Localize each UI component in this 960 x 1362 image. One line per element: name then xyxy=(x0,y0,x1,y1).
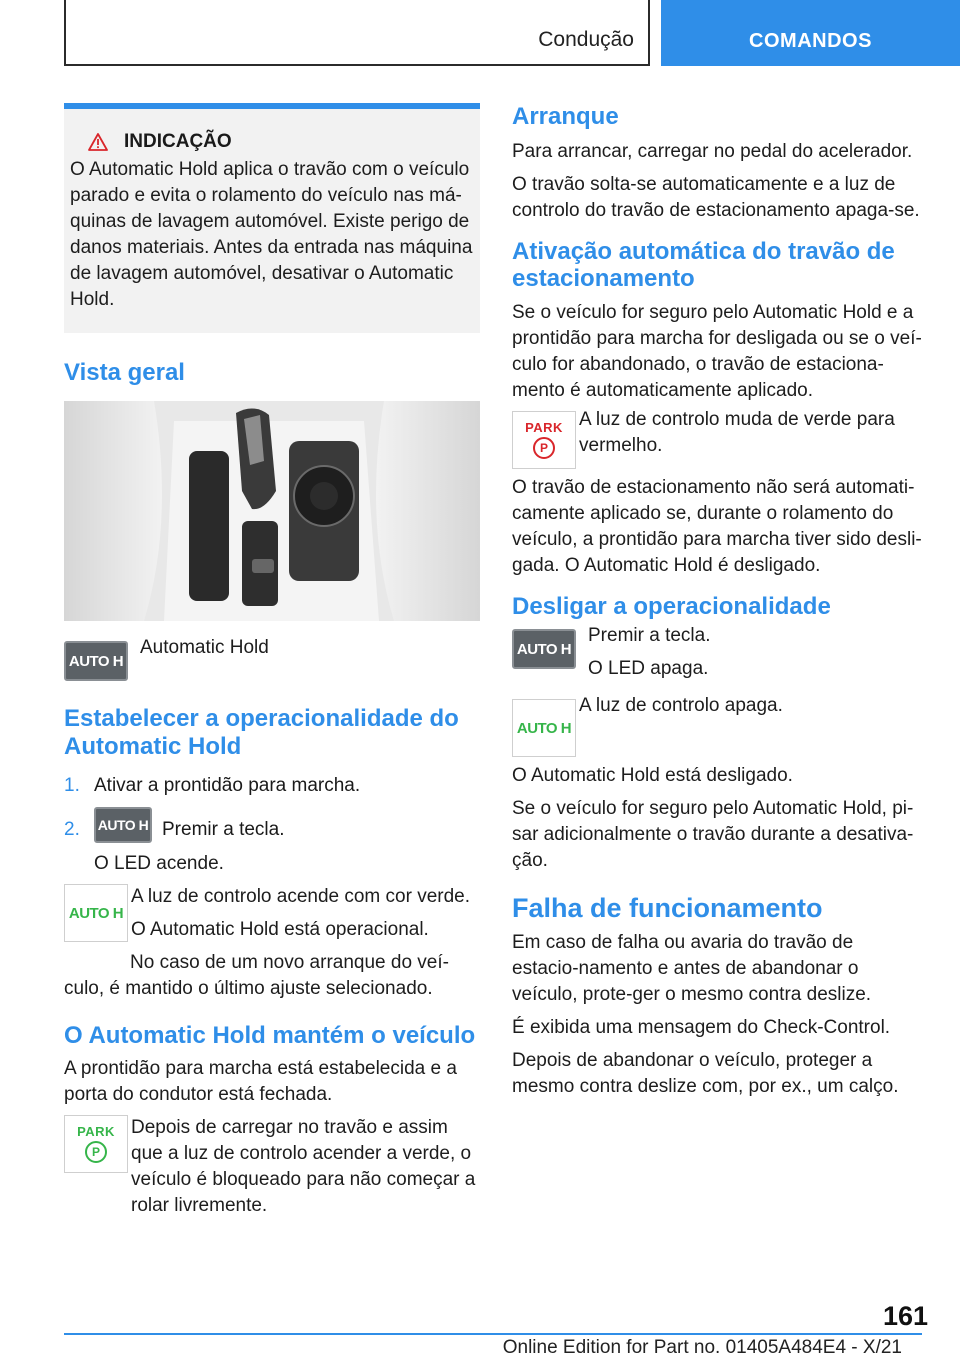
deactivate-press-text: Premir a tecla. xyxy=(588,625,711,646)
deactivate-p1: O Automatic Hold está desligado. xyxy=(512,765,793,786)
auto-park-icon-text: A luz de controlo muda de verde para vermelho. xyxy=(579,409,895,456)
left-column xyxy=(64,103,480,1226)
step-1-number: 1. xyxy=(64,775,80,796)
auto-hold-caption-row xyxy=(64,637,480,681)
step-1-text: Ativar a prontidão para marcha. xyxy=(94,775,361,796)
page-number: 161 xyxy=(883,1301,929,1331)
park-label: PARK xyxy=(77,1124,115,1139)
step-2-number: 2. xyxy=(64,819,80,840)
deactivate-p2: Se o veículo for seguro pelo Automatic Hold, pi-sar adicionalmente o travão durante a desativa-ção. xyxy=(512,798,914,871)
operational-text: O Automatic Hold está operacional. xyxy=(131,919,429,940)
center-console-photo xyxy=(64,401,480,621)
auto-hold-caption: Automatic Hold xyxy=(140,637,269,658)
holds-park-text: Depois de carregar no travão e assim que a luz de controlo acender a verde, o veículo é bloqueado para não começar a rolar livremente. xyxy=(131,1117,476,1216)
holds-text: A prontidão para marcha está estabelecida e a porta do condutor está fechada. xyxy=(64,1058,457,1105)
green-light-row xyxy=(64,884,480,950)
start-p1: Para arrancar, carregar no pedal do acelerador. xyxy=(512,141,913,162)
activate-heading: Estabelecer a operacionalidade do Automatic Hold xyxy=(64,705,459,760)
fault-p2: É exibida uma mensagem do Check-Control. xyxy=(512,1017,891,1038)
warning-text: O Automatic Hold aplica o travão com o veículo parado e evita o rolamento do veículo nas má-quinas de lavagem automóvel. Existe perigo de danos materiais. Antes da entrada nas máquina de lavagem automóvel, desativar o Automatic Hold. xyxy=(70,159,473,310)
auto-h-button-icon: AUTO H xyxy=(512,629,576,669)
warning-title-text: INDICAÇÃO xyxy=(124,131,232,152)
start-heading: Arranque xyxy=(512,103,619,130)
fault-p3: Depois de abandonar o veículo, proteger a mesmo contra deslize com, por ex., um calço. xyxy=(512,1050,899,1097)
restart-text: No caso de um novo arranque do veí-culo, é mantido o último ajuste selecionado. xyxy=(64,952,449,999)
deactivate-light-text: A luz de controlo apaga. xyxy=(579,695,783,716)
auto-h-button-icon: AUTO H xyxy=(64,641,128,681)
park-green-indicator-icon xyxy=(64,1115,128,1173)
step-2-text: Premir a tecla. xyxy=(162,819,285,840)
fault-p1: Em caso de falha ou avaria do travão de estacio-namento e antes de abandonar o veículo, prote-ger o mesmo contra deslize. xyxy=(512,932,872,1005)
start-p2: O travão solta-se automaticamente e a luz de controlo do travão de estacionamento apaga-se. xyxy=(512,174,920,221)
auto-h-green-indicator-icon: AUTO H xyxy=(64,884,128,942)
right-column xyxy=(512,103,922,1107)
park-label: PARK xyxy=(525,420,563,435)
warning-title xyxy=(88,131,474,153)
park-red-row xyxy=(512,411,922,469)
step-1 xyxy=(64,773,480,799)
step-2 xyxy=(64,807,480,843)
overview-heading: Vista geral xyxy=(64,359,185,386)
park-p-symbol: P xyxy=(533,437,555,459)
center-console-illustration xyxy=(64,401,480,621)
led-on-text: O LED acende. xyxy=(94,853,224,874)
park-p-symbol: P xyxy=(85,1141,107,1163)
park-green-row xyxy=(64,1115,480,1226)
warning-box xyxy=(64,103,480,333)
park-red-indicator-icon xyxy=(512,411,576,469)
deactivate-heading: Desligar a operacionalidade xyxy=(512,593,831,620)
fault-heading: Falha de funcionamento xyxy=(512,893,823,923)
green-light-text: A luz de controlo acende com cor verde. xyxy=(131,886,471,907)
auto-h-green-indicator-icon: AUTO H xyxy=(512,699,576,757)
footer-divider xyxy=(64,1333,922,1335)
header-section-box xyxy=(64,0,650,66)
auto-h-button-icon: AUTO H xyxy=(94,807,152,843)
auto-park-p2: O travão de estacionamento não será automati-camente aplicado se, durante o rolamento do veículo, a prontidão para marcha tiver sido desli-gada. O Automatic Hold é desligado. xyxy=(512,477,922,576)
auto-park-p1: Se o veículo for seguro pelo Automatic Hold e a prontidão para marcha for desligada ou se o veí-culo for abandonado, o travão de estaciona-mento é automaticamente aplicado. xyxy=(512,302,922,401)
header-section-label: Condução xyxy=(538,28,634,51)
deactivate-light-row xyxy=(512,695,922,757)
footer-edition-text: Online Edition for Part no. 01405A484E4 - X/21 xyxy=(502,1337,902,1358)
warning-triangle-icon xyxy=(88,133,108,151)
deactivate-button-row xyxy=(512,625,922,689)
deactivate-led-text: O LED apaga. xyxy=(588,658,709,679)
header-chapter-label: COMANDOS xyxy=(749,30,872,52)
auto-park-heading: Ativação automática do travão de estacionamento xyxy=(512,238,895,292)
holds-heading: O Automatic Hold mantém o veículo xyxy=(64,1022,476,1049)
header-chapter-tab[interactable] xyxy=(661,0,960,66)
